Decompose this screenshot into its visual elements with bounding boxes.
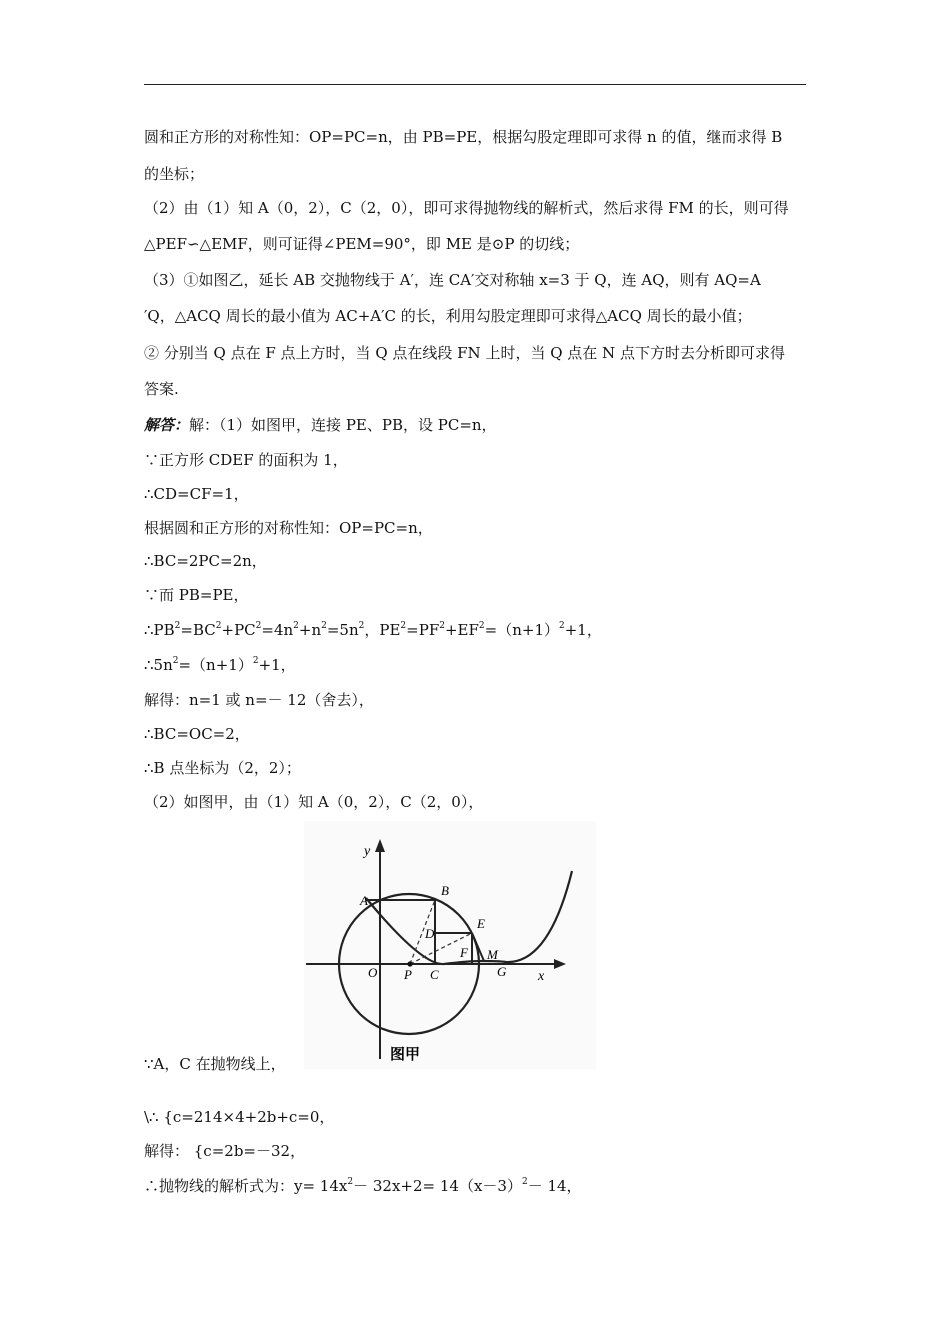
label-e: E	[477, 916, 485, 931]
eq-part: ∴PB	[144, 621, 175, 639]
superscript: 2	[347, 1177, 354, 1187]
text-line: 的坐标；	[144, 165, 205, 183]
eq-part: － 14，	[527, 1177, 582, 1195]
answer-label: 解答：	[144, 416, 190, 434]
text-line: 解得： {c=2b=－32，	[144, 1142, 306, 1160]
superscript: 2	[400, 621, 407, 631]
equation-line	[144, 1176, 582, 1196]
label-d: D	[425, 926, 435, 941]
label-c: C	[430, 967, 439, 982]
text-line: ∵正方形 CDEF 的面积为 1，	[144, 451, 348, 469]
label-m: M	[487, 947, 498, 962]
superscript: 2	[252, 656, 259, 666]
superscript: 2	[558, 621, 565, 631]
answer-text: 解：（1）如图甲，连接 PE、PB，设 PC=n，	[189, 416, 497, 434]
eq-part: =4n	[261, 621, 294, 639]
label-x: x	[538, 969, 545, 984]
geometry-diagram	[304, 821, 596, 1069]
eq-part: +1，	[564, 621, 602, 639]
figure-caption: 图甲	[390, 1045, 421, 1063]
text-line: （2）如图甲，由（1）知 A（0，2），C（2，0），	[144, 793, 484, 811]
eq-part: +PC	[221, 621, 256, 639]
text-line: ∴B 点坐标为（2，2）；	[144, 759, 301, 777]
superscript: 2	[321, 621, 327, 631]
y-axis-arrow	[375, 839, 385, 852]
superscript: 2	[215, 621, 222, 631]
label-o: O	[368, 965, 378, 980]
text-line: ∴BC=OC=2，	[144, 725, 250, 743]
label-p: P	[404, 967, 412, 982]
superscript: 2	[358, 621, 365, 631]
superscript: 2	[174, 621, 181, 631]
text-line: ∴BC=2PC=2n，	[144, 552, 267, 570]
text-line: △PEF∽△EMF，则可证得∠PEM=90°，即 ME 是⊙P 的切线；	[144, 235, 580, 253]
text-line: \∴ {c=214×4+2b+c=0，	[144, 1108, 335, 1126]
eq-part: =（n+1）	[178, 656, 253, 674]
text-line: 圆和正方形的对称性知：OP=PC=n，由 PB=PE，根据勾股定理即可求得 n 的值，继而求得 B	[144, 128, 783, 146]
eq-part: =（n+1）	[484, 621, 559, 639]
equation-line	[144, 620, 602, 640]
text-line: （3）①如图乙，延长 AB 交抛物线于 A′，连 CA′交对称轴 x=3 于 Q，连 AQ，则有 AQ=A	[144, 271, 761, 289]
eq-part: ∴抛物线的解析式为：y= 14x	[144, 1177, 348, 1195]
answer-line	[144, 415, 497, 435]
figure-jia	[304, 821, 596, 1069]
eq-part: ，PE	[364, 621, 401, 639]
text-line: （2）由（1）知 A（0，2），C（2，0），即可求得抛物线的解析式，然后求得 FM 的长，则可得	[144, 199, 789, 217]
text-line: 答案.	[144, 380, 179, 398]
eq-part: － 32x+2= 14（x－3）	[353, 1177, 522, 1195]
eq-part: +1，	[258, 656, 296, 674]
superscript: 2	[255, 621, 262, 631]
superscript: 2	[172, 656, 179, 666]
eq-part: +EF	[444, 621, 479, 639]
text-line: ② 分别当 Q 点在 F 点上方时，当 Q 点在线段 FN 上时，当 Q 点在 N 点下方时去分析即可求得	[144, 344, 785, 362]
text-line: 解得：n=1 或 n=－ 12（舍去），	[144, 691, 374, 709]
eq-part: =PF	[406, 621, 440, 639]
eq-part: ∴5n	[144, 656, 173, 674]
text-line: ∵而 PB=PE，	[144, 586, 249, 604]
eq-part: +n	[298, 621, 322, 639]
superscript: 2	[521, 1177, 528, 1187]
label-b: B	[441, 883, 449, 898]
superscript: 2	[478, 621, 485, 631]
text-line: 根据圆和正方形的对称性知：OP=PC=n，	[144, 519, 433, 537]
header-rule	[144, 84, 806, 85]
text-line: ′Q，△ACQ 周长的最小值为 AC+A′C 的长，利用勾股定理即可求得△ACQ 周长的最小值；	[144, 307, 752, 325]
eq-part: =5n	[326, 621, 359, 639]
text-line: ∴CD=CF=1，	[144, 485, 249, 503]
superscript: 2	[439, 621, 445, 631]
label-f: F	[460, 945, 468, 960]
x-axis-arrow	[554, 959, 566, 969]
label-a: A	[360, 893, 368, 908]
label-y: y	[364, 844, 371, 859]
label-g: G	[497, 964, 507, 979]
superscript: 2	[293, 621, 299, 631]
point-p	[407, 961, 412, 966]
equation-line	[144, 655, 296, 675]
text-line: ∵A，C 在抛物线上，	[144, 1055, 286, 1073]
parabola	[366, 871, 572, 964]
eq-part: =BC	[180, 621, 216, 639]
